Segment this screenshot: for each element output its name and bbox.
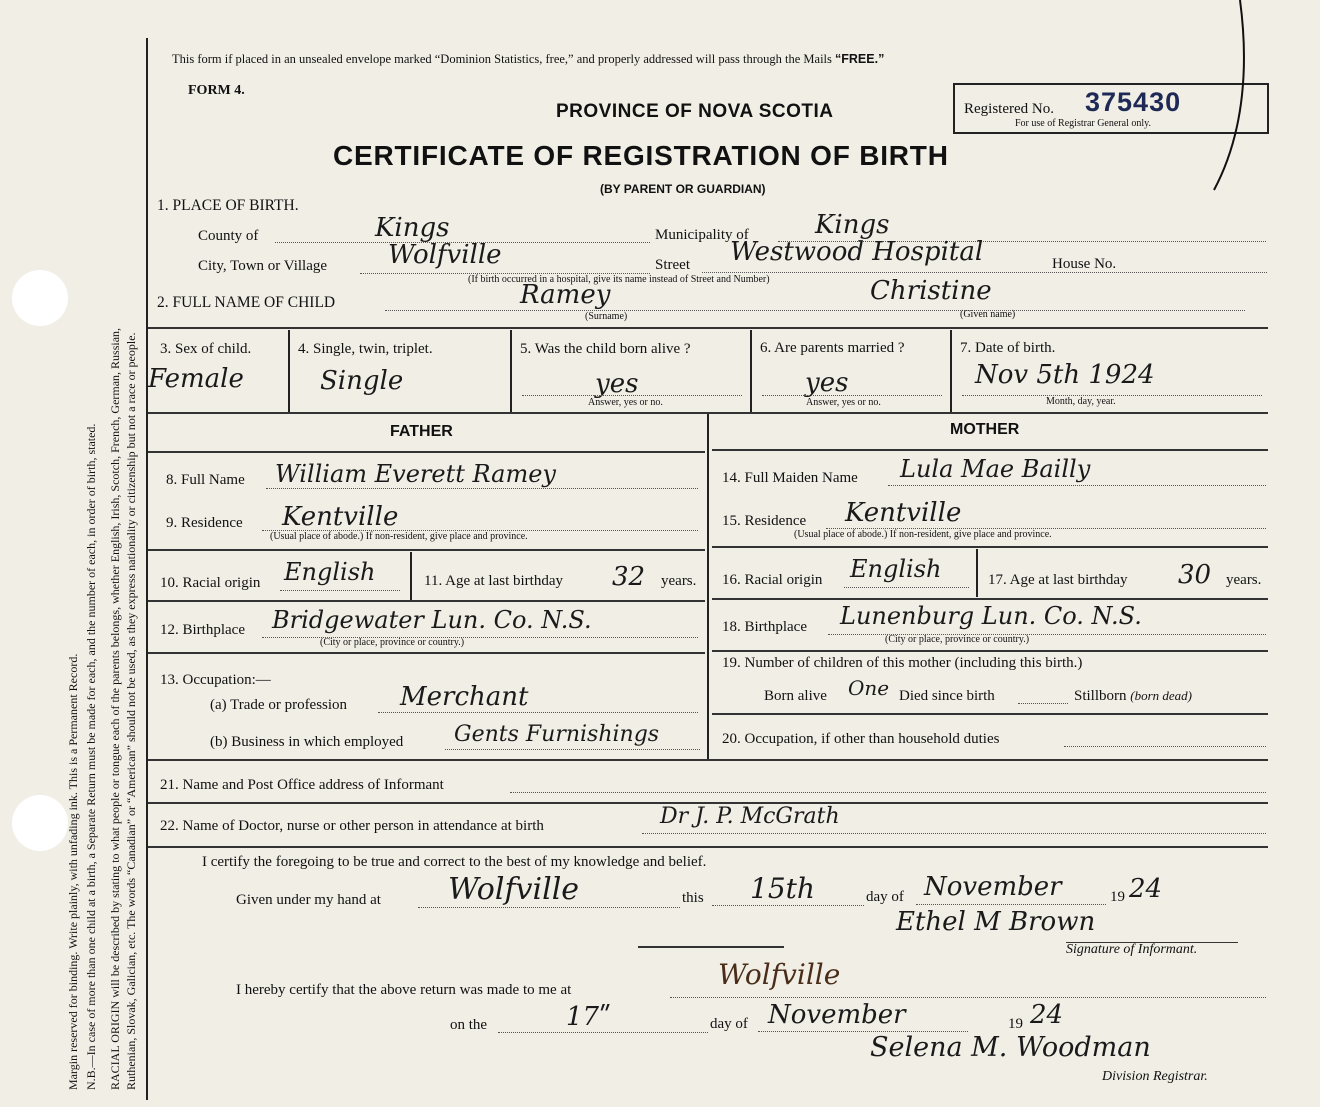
doctor-value: Dr J. P. McGrath bbox=[660, 804, 840, 829]
pen-mark bbox=[1200, 0, 1260, 200]
margin-note-1: Margin reserved for binding. Write plainly, with unfading ink. This is a Permanent Record. bbox=[66, 653, 80, 1090]
return-label: I hereby certify that the above return was made to me at bbox=[236, 982, 572, 998]
father-heading-rule bbox=[148, 451, 705, 453]
child-name-label: 2. FULL NAME OF CHILD bbox=[157, 294, 336, 311]
punch-hole-bottom bbox=[12, 795, 68, 851]
given-name-note: (Given name) bbox=[960, 309, 1016, 320]
mother-occupation-line bbox=[1064, 745, 1266, 747]
mother-rule-2 bbox=[712, 598, 1268, 600]
dob-note: Month, day, year. bbox=[1046, 396, 1116, 407]
died-since-birth-line bbox=[1018, 702, 1068, 704]
dob-value: Nov 5th 1924 bbox=[975, 360, 1155, 390]
stillborn-note: (born dead) bbox=[1130, 688, 1193, 703]
father-birthplace: Bridgewater Lun. Co. N.S. bbox=[272, 606, 592, 634]
dob-label: 7. Date of birth. bbox=[960, 340, 1056, 356]
municipality-label: Municipality of bbox=[655, 227, 749, 243]
mother-race-line bbox=[844, 586, 969, 588]
married-note: Answer, yes or no. bbox=[806, 397, 881, 408]
parents-divider bbox=[707, 414, 709, 759]
father-heading: FATHER bbox=[390, 423, 453, 440]
registrar-signature: Selena M. Woodman bbox=[870, 1032, 1151, 1063]
father-race-label: 10. Racial origin bbox=[160, 575, 261, 591]
informant-signature-label: Signature of Informant. bbox=[1066, 942, 1198, 957]
doctor-label: 22. Name of Doctor, nurse or other person in attendance at birth bbox=[160, 818, 544, 834]
return-year: 24 bbox=[1030, 1000, 1064, 1030]
given-month: November bbox=[924, 872, 1062, 902]
stillborn-label bbox=[1074, 688, 1192, 705]
mother-heading-rule bbox=[712, 449, 1268, 451]
mother-race-divider bbox=[976, 549, 978, 597]
street-line bbox=[702, 271, 1267, 273]
given-year: 24 bbox=[1129, 874, 1163, 904]
page-subtitle: (BY PARENT OR GUARDIAN) bbox=[600, 182, 766, 196]
municipality-value: Kings bbox=[815, 210, 890, 240]
plurality-value: Single bbox=[320, 366, 404, 396]
informant-signature: Ethel M Brown bbox=[896, 907, 1096, 937]
surname-note: (Surname) bbox=[585, 311, 628, 322]
form-number: FORM 4. bbox=[188, 83, 245, 98]
informant-line bbox=[510, 791, 1266, 793]
father-race-divider bbox=[410, 552, 412, 600]
children-count-label: 19. Number of children of this mother (including this birth.) bbox=[722, 655, 1083, 671]
return-day: 17ʺ bbox=[566, 1002, 612, 1032]
street-label: Street bbox=[655, 257, 690, 273]
father-age-label: 11. Age at last birthday bbox=[424, 573, 563, 589]
given-month-line bbox=[916, 903, 1106, 905]
col-divider-4 bbox=[510, 330, 512, 412]
mother-age-label: 17. Age at last birthday bbox=[988, 572, 1128, 588]
mother-name-line bbox=[888, 484, 1266, 486]
day-of-label: day of bbox=[866, 889, 904, 905]
father-race-line bbox=[280, 589, 400, 591]
father-name-label: 8. Full Name bbox=[166, 472, 245, 488]
informant-label: 21. Name and Post Office address of Informant bbox=[160, 777, 444, 793]
mother-birthplace: Lunenburg Lun. Co. N.S. bbox=[840, 602, 1142, 630]
father-birthplace-note: (City or place, province or country.) bbox=[320, 637, 465, 648]
father-rule-1 bbox=[148, 549, 705, 551]
margin-note-2: N.B.—In case of more than one child at a birth, a Separate Return must be made for each, and the number of each, in order of birth, stated. bbox=[84, 423, 98, 1090]
mother-birthplace-note: (City or place, province or country.) bbox=[885, 634, 1030, 645]
hospital-note: (If birth occurred in a hospital, give its name instead of Street and Number) bbox=[468, 274, 770, 285]
father-business-line bbox=[445, 748, 700, 750]
place-of-birth-label: 1. PLACE OF BIRTH. bbox=[157, 197, 299, 214]
certify-statement: I certify the foregoing to be true and correct to the best of my knowledge and belief. bbox=[202, 854, 707, 870]
mother-rule-3 bbox=[712, 650, 1268, 652]
father-trade: Merchant bbox=[400, 682, 529, 712]
father-age-unit: years. bbox=[661, 573, 697, 589]
registration-label: Registered No. bbox=[964, 101, 1054, 117]
city-label: City, Town or Village bbox=[198, 258, 328, 274]
father-occupation-label: 13. Occupation:— bbox=[160, 672, 271, 688]
born-alive-value: yes bbox=[595, 369, 639, 399]
mother-occupation-label: 20. Occupation, if other than household duties bbox=[722, 731, 1000, 747]
on-the-label: on the bbox=[450, 1017, 488, 1033]
child-surname: Ramey bbox=[520, 280, 611, 310]
given-under-label: Given under my hand at bbox=[236, 892, 381, 908]
father-trade-label: (a) Trade or profession bbox=[210, 697, 348, 713]
punch-hole-top bbox=[12, 270, 68, 326]
return-place-line bbox=[670, 996, 1266, 998]
father-residence-label: 9. Residence bbox=[166, 515, 243, 531]
mother-residence-note: (Usual place of abode.) If non-resident, give place and province. bbox=[794, 529, 1052, 540]
married-label: 6. Are parents married ? bbox=[760, 340, 905, 356]
mother-name: Lula Mae Bailly bbox=[900, 455, 1091, 483]
mother-race-label: 16. Racial origin bbox=[722, 572, 823, 588]
col-divider-6 bbox=[950, 330, 952, 412]
mother-residence-label: 15. Residence bbox=[722, 513, 807, 529]
county-value: Kings bbox=[375, 213, 450, 243]
father-age: 32 bbox=[612, 562, 646, 592]
mother-race: English bbox=[850, 555, 942, 583]
mother-age: 30 bbox=[1178, 560, 1212, 590]
mother-age-unit: years. bbox=[1226, 572, 1262, 588]
divider-5 bbox=[148, 846, 1268, 848]
married-line bbox=[762, 394, 942, 396]
father-race: English bbox=[284, 558, 376, 586]
mother-name-label: 14. Full Maiden Name bbox=[722, 470, 858, 486]
born-alive-note: Answer, yes or no. bbox=[588, 397, 663, 408]
plurality-label: 4. Single, twin, triplet. bbox=[298, 341, 433, 357]
house-number-label: House No. bbox=[1052, 256, 1117, 272]
divider-1 bbox=[148, 327, 1268, 329]
this-label: this bbox=[682, 890, 704, 906]
mail-notice-free: “FREE.” bbox=[835, 52, 885, 66]
sex-value: Female bbox=[148, 364, 244, 394]
died-since-birth-label: Died since birth bbox=[899, 688, 995, 704]
col-divider-3 bbox=[288, 330, 290, 412]
child-given-name: Christine bbox=[870, 276, 992, 306]
born-alive-count-label: Born alive bbox=[764, 688, 827, 704]
born-alive-line bbox=[522, 394, 742, 396]
born-alive-label: 5. Was the child born alive ? bbox=[520, 341, 691, 357]
father-name: William Everett Ramey bbox=[275, 460, 556, 488]
mail-notice-text: This form if placed in an unsealed envelope marked “Dominion Statistics, free,” and properly addressed will pass through the Mails bbox=[172, 52, 832, 66]
street-value: Westwood Hospital bbox=[730, 237, 984, 267]
stillborn-text: Stillborn bbox=[1074, 688, 1127, 704]
col-divider-5 bbox=[750, 330, 752, 412]
married-value: yes bbox=[805, 368, 849, 398]
province-heading: PROVINCE OF NOVA SCOTIA bbox=[556, 101, 834, 122]
center-separator bbox=[638, 946, 784, 948]
doctor-line bbox=[642, 832, 1266, 834]
mother-rule-1 bbox=[712, 546, 1268, 548]
father-residence: Kentville bbox=[282, 502, 399, 532]
registration-number: 375430 bbox=[1085, 87, 1182, 117]
return-year-prefix: 19 bbox=[1008, 1016, 1023, 1032]
father-rule-2 bbox=[148, 600, 705, 602]
given-year-prefix: 19 bbox=[1110, 889, 1125, 905]
born-alive-count: One bbox=[848, 676, 890, 700]
given-day: 15th bbox=[750, 872, 815, 905]
father-business: Gents Furnishings bbox=[454, 722, 660, 747]
father-business-label: (b) Business in which employed bbox=[210, 734, 404, 750]
margin-border bbox=[146, 38, 148, 1100]
margin-note-3: RACIAL ORIGIN will be described by stating to what people or tongue each of the parents belongs, whether English, Irish, Scotch, French, German, Russian, bbox=[108, 327, 122, 1090]
return-place: Wolfville bbox=[718, 958, 841, 991]
mother-heading: MOTHER bbox=[950, 421, 1020, 438]
sex-label: 3. Sex of child. bbox=[160, 341, 252, 357]
mother-birthplace-label: 18. Birthplace bbox=[722, 619, 807, 635]
father-rule-3 bbox=[148, 652, 705, 654]
margin-note-4: Ruthenian, Slovak, Galician, etc. The words “Canadian” or “American” should not be used, as they express nationality or citizenship but not a race or people. bbox=[124, 332, 138, 1090]
mother-rule-4 bbox=[712, 713, 1268, 715]
father-residence-note: (Usual place of abode.) If non-resident, give place and province. bbox=[270, 531, 528, 542]
return-day-of-label: day of bbox=[710, 1016, 748, 1032]
return-month: November bbox=[768, 1000, 906, 1030]
mail-notice bbox=[172, 52, 884, 67]
father-birthplace-label: 12. Birthplace bbox=[160, 622, 245, 638]
mother-residence: Kentville bbox=[845, 498, 962, 528]
child-name-line bbox=[385, 309, 1245, 311]
county-label: County of bbox=[198, 228, 259, 244]
given-place: Wolfville bbox=[448, 872, 580, 907]
page-title: CERTIFICATE OF REGISTRATION OF BIRTH bbox=[333, 140, 949, 171]
registrar-label: Division Registrar. bbox=[1102, 1069, 1208, 1084]
registration-note: For use of Registrar General only. bbox=[1015, 118, 1151, 129]
city-value: Wolfville bbox=[388, 240, 502, 270]
divider-3 bbox=[148, 759, 1268, 761]
